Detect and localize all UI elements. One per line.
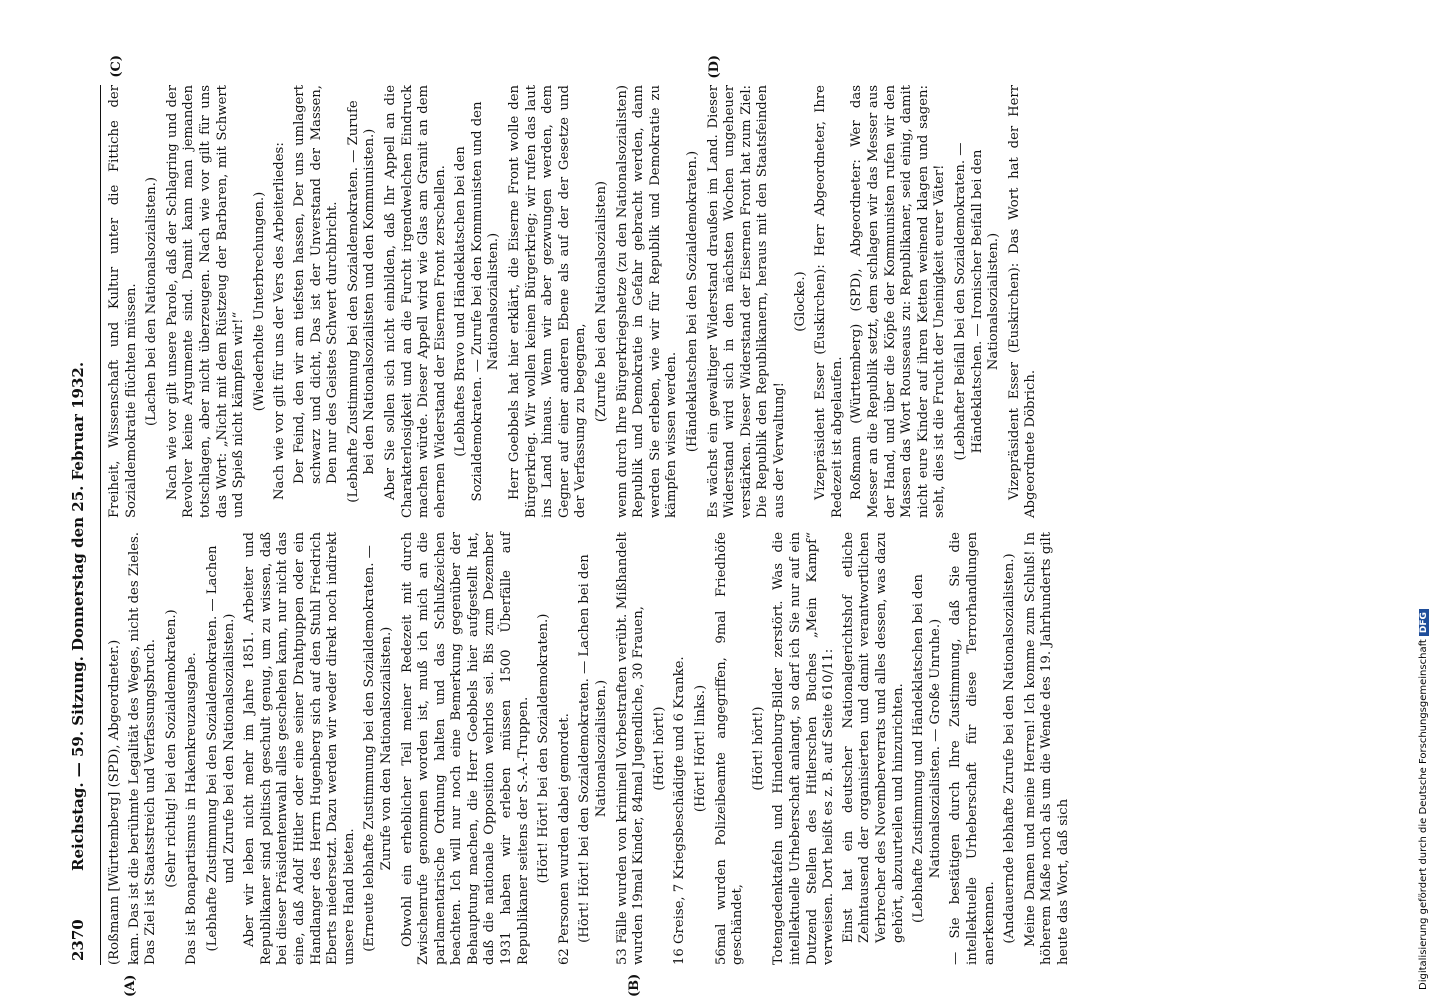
paragraph: — Sie bestätigen durch Ihre Zustimmung, daß Sie die intellektuelle Urheberschaft für diese Terrorhandlungen anerkennen.	[948, 532, 997, 965]
paragraph: Obwohl ein erheblicher Teil meiner Redezeit mit durch Zwischenrufe genommen worden ist, muß ich mich an die parlamentarische Ordnung halten und das Schlußzeichen beachten. Ich will nur noch eine Bemerkung gegenüber der Behauptung machen, die Herr Goebbels hier aufgestellt hat, daß die nationale Opposition wehrlos sei. Bis zum Dezember 1931 haben wir erleben müssen 1500 Überfälle auf Republikaner seitens der S.-A.-Truppen.	[399, 532, 531, 965]
paragraph: wenn durch Ihre Bürgerkriegshetze (zu den Nationalsozialisten) Republik und Demokratie in Gefahr gebracht werden, dann werden Sie erleben, wie wir für Republik und Demokratie zu kämpfen wissen werden.	[614, 85, 680, 518]
interjection: (Hört! Hört! links.)	[693, 684, 708, 813]
interjection: (Lebhafte Zustimmung und Händeklatschen bei den Nationalsozialisten. — Große Unruhe.)	[911, 574, 943, 923]
document-page	[69, 55, 1370, 997]
paragraph: Nach wie vor gilt unsere Parole, daß der Schlagring und der Revolver keine Argumente sind. Damit kann man jemanden totschlagen, aber nicht überzeugen. Nach wie vor gilt für uns das Wort: „Nicht mit dem Rüstzeug der Barbaren, mit Schwert und Spieß nicht kämpfen wir!“	[164, 85, 247, 518]
paragraph: Herr Goebbels hat hier erklärt, die Eiserne Front wolle den Bürgerkrieg. Wir wollen keinen Bürgerkrieg; wir rufen das laut ins Land hinaus. Wenn wir aber gezwungen werden, dem Gegner auf einer anderen Ebene als auf der der Gesetze und der Verfassung zu begegnen,	[507, 85, 589, 518]
page-number: 2370	[69, 919, 87, 961]
interjection: (Sehr richtig! bei den Sozialdemokraten.)	[163, 609, 179, 888]
paragraph: Aber wir leben nicht mehr im Jahre 1851. Arbeiter und Republikaner sind politisch geschult genug, um zu wissen, daß bei dieser Präsidentenwahl alles geschehen kann, nur nicht das eine, daß Adolf Hitler oder eine seiner Drahtpuppen oder ein Handlanger des Herrn Hugenberg sich auf den Stuhl Friedrich Eberts niedersetzt. Dazu werden wir weder direkt noch indirekt unsere Hand bieten.	[242, 532, 357, 965]
paragraph: kam. Das ist die berühmte Legalität des Weges, nicht des Zieles. Das Ziel ist Staatsstreich und Verfassungsbruch.	[126, 532, 159, 965]
paragraph: 53 Fälle wurden von kriminell Vorbestraften verübt. Mißhandelt wurden 19mal Kinder, 84mal Jugendliche, 30 Frauen,	[614, 532, 647, 965]
paragraph: Das ist Bonapartismus in Hakenkreuzausgabe.	[184, 652, 200, 965]
interjection: (Lebhaftes Bravo und Händeklatschen bei den Sozialdemokraten. — Zurufe bei den Kommunisten und den Nationalsozialisten.)	[453, 101, 502, 502]
paragraph: Totengedenktafeln und Hindenburg-Bilder zerstört. Was die intellektuelle Urheberschaft anlangt, so darf ich Sie nur auf ein Dutzend Stellen des Hitlerschen Buches „Mein Kampf“ verweisen. Dort heißt es z. B. auf Seite 610/11:	[771, 532, 837, 965]
interjection: (Lebhafter Beifall bei den Sozialdemokraten. — Händeklatschen. — Ironischer Beifall bei den Nationalsozialisten.)	[952, 142, 1002, 461]
right-column	[107, 55, 1357, 518]
interjection: (Andauernde lebhafte Zurufe bei den Nationalsozialisten.)	[1002, 553, 1018, 944]
paragraph: Aber Sie sollen sich nicht einbilden, daß Ihr Appell an die Charakterlosigkeit und an die Furcht irgendwelchen Eindruck machen würde. Dieser Appell wird wie Glas am Granit an dem ehernen Widerstand der Eisernen Front zerschellen.	[382, 85, 448, 518]
digitization-credit	[1418, 609, 1429, 990]
interjection: (Hört! Hört! bei den Sozialdemokraten. — Lachen bei den Nationalsozialisten.)	[577, 554, 610, 943]
interjection: (Lebhafte Zustimmung bei den Sozialdemokraten. — Zurufe bei den Nationalsozialisten und den Kommunisten.)	[345, 100, 378, 503]
paragraph: 16 Greise, 7 Kriegsbeschädigte und 6 Kranke.	[672, 656, 688, 965]
paragraph: Vizepräsident Esser (Euskirchen): Das Wort hat der Herr Abgeordnete Döbrich.	[1006, 85, 1039, 518]
interjection: (Hört! hört!)	[651, 706, 667, 791]
paragraph: Es wächst ein gewaltiger Widerstand draußen im Land. Dieser Widerstand wird sich in den nächsten Wochen ungeheuer verstärken. Dieser Widerstand der Eisernen Front hat zum Ziel: Die Republik den Republikanern, heraus mit den Staatsfeinden aus der Verwaltung!	[705, 85, 787, 518]
margin-marker-d: (D)	[707, 55, 722, 79]
page-header	[70, 85, 101, 965]
left-column	[107, 532, 1357, 997]
quotation: Einst hat ein deutscher Nationalgerichtshof etliche Zehntausend der organisierten und damit verantwortlichen Verbrecher des Novemberverrats und alles dessen, was dazu gehört, abzuurteilen und hinzurichten.	[840, 532, 906, 943]
interjection: (Wiederholte Unterbrechungen.)	[251, 191, 267, 412]
interjection: (Lebhafte Zustimmung bei den Sozialdemokraten. — Lachen und Zurufe bei den Nationalsozialisten.)	[204, 545, 237, 952]
verse: Der Feind, den wir am tiefsten hassen, Der uns umlagert schwarz und dicht, Das ist der Unverstand der Massen, Den nur des Geistes Schwert durchbricht.	[291, 85, 341, 484]
paragraph: Roßmann (Württemberg) (SPD), Abgeordneter: Wer das Messer an die Republik setzt, dem schlagen wir das Messer aus der Hand, und über die Köpfe der Kommunisten rufen wir den Massen das Wort Rousseaus zu: Republikaner, seid einig, damit nicht eure Kinder auf ihren Ketten weinend klagen und sagen: seht, dies ist die Frucht der Uneinigkeit eurer Väter!	[849, 85, 948, 518]
interjection: (Hört! hört!)	[750, 706, 766, 791]
interjection: (Erneute lebhafte Zustimmung bei den Sozialdemokraten. — Zurufe von den Nationalsozialisten.)	[362, 545, 394, 952]
interjection: (Zurufe bei den Nationalsozialisten)	[594, 180, 610, 423]
paragraph: Freiheit, Wissenschaft und Kultur unter die Fittiche der Sozialdemokratie flüchten müssen.	[107, 85, 139, 518]
dfg-logo: DFG	[1419, 609, 1429, 636]
margin-marker-c: (C)	[109, 55, 124, 78]
speaker-line: (Roßmann [Württemberg] (SPD), Abgeordneter.)	[107, 639, 122, 965]
running-title: Reichstag. — 59. Sitzung. Donnerstag den 25. Februar 1932.	[69, 361, 87, 871]
interjection: (Hört! Hört! bei den Sozialdemokraten.)	[536, 613, 552, 884]
margin-marker-b: (B)	[627, 973, 642, 997]
paragraph: 56mal wurden Polizeibeamte angegriffen, 9mal Friedhöfe geschändet,	[713, 532, 746, 965]
interjection: (Glocke.)	[792, 271, 808, 332]
interjection: (Händeklatschen bei den Sozialdemokraten.)	[685, 150, 700, 453]
paragraph: Meine Damen und meine Herren! Ich komme zum Schluß! In höherem Maße noch als um die Wende des 19. Jahrhunderts gilt heute das Wort, daß sich	[1022, 532, 1071, 965]
margin-marker-a: (A)	[123, 974, 138, 997]
credit-text: Digitalisierung gefördert durch die Deutsche Forschungsgemeinschaft	[1418, 639, 1429, 990]
interjection: (Lachen bei den Nationalsozialisten.)	[144, 176, 160, 427]
paragraph: 62 Personen wurden dabei gemordet.	[556, 713, 572, 965]
paragraph: Nach wie vor gilt für uns der Vers des Arbeiterliedes:	[272, 142, 288, 500]
paragraph: Vizepräsident Esser (Euskirchen): Herr Abgeordneter, Ihre Redezeit ist abgelaufen.	[813, 85, 845, 518]
